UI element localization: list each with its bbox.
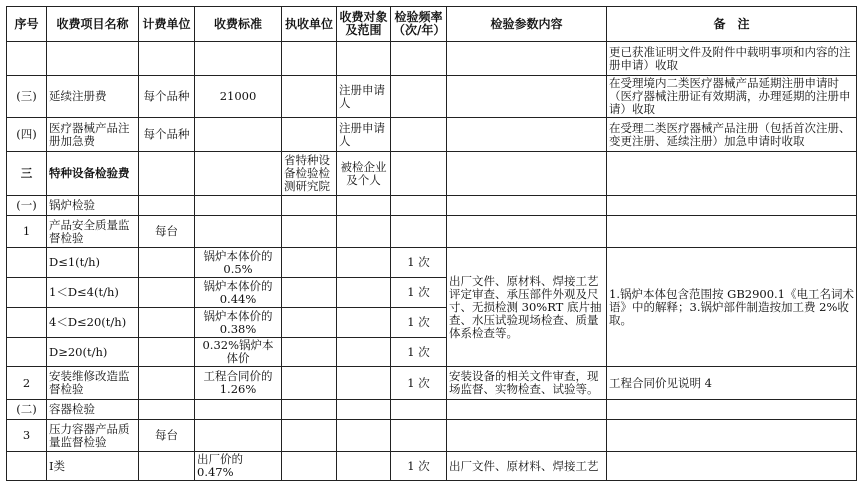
cell-standard — [195, 216, 282, 248]
cell-seq — [7, 278, 47, 308]
cell-scope — [337, 420, 391, 452]
cell-unit — [139, 452, 195, 481]
cell-item: 延续注册费 — [47, 76, 139, 118]
cell-agency — [282, 118, 337, 152]
cell-unit: 每个品种 — [139, 76, 195, 118]
cell-item: 容器检验 — [47, 400, 139, 420]
cell-seq: (二) — [7, 400, 47, 420]
cell-remark: 在受理境内二类医疗器械产品延期注册申请时（医疗器械注册证有效期满，办理延期的注册申请）收取 — [607, 76, 857, 118]
cell-params: 出厂文件、原材料、焊接工艺 — [447, 452, 607, 481]
cell-remark — [607, 452, 857, 481]
cell-seq — [7, 308, 47, 338]
cell-frequency: 1 次 — [391, 338, 447, 367]
cell-standard: 21000 — [195, 76, 282, 118]
cell-unit — [139, 42, 195, 76]
cell-agency — [282, 76, 337, 118]
cell-params: 安装设备的相关文件审查，现场监督、实物检查、试验等。 — [447, 367, 607, 400]
cell-unit: 每台 — [139, 420, 195, 452]
cell-item: 压力容器产品质量监督检验 — [47, 420, 139, 452]
cell-seq: (三) — [7, 76, 47, 118]
cell-seq: (一) — [7, 196, 47, 216]
table-row — [7, 420, 857, 452]
header-unit: 计费单位 — [139, 7, 195, 42]
cell-frequency — [391, 42, 447, 76]
cell-seq: 3 — [7, 420, 47, 452]
header-standard: 收费标准 — [195, 7, 282, 42]
cell-standard — [195, 118, 282, 152]
header-agency: 执收单位 — [282, 7, 337, 42]
header-remark: 备 注 — [607, 7, 857, 42]
cell-agency — [282, 278, 337, 308]
cell-params-boiler: 出厂文件、原材料、焊接工艺评定审查、承压部件外观及尺寸、无损检测 30%RT 底片抽查、水压试验现场检查、质量体系检查等。 — [447, 248, 607, 367]
cell-scope — [337, 248, 391, 278]
cell-remark — [607, 420, 857, 452]
cell-remark — [607, 152, 857, 196]
cell-params — [447, 216, 607, 248]
cell-seq: 三 — [7, 152, 47, 196]
cell-params — [447, 420, 607, 452]
table-row — [7, 216, 857, 248]
cell-standard: 出厂价的 0.47% — [195, 452, 282, 481]
cell-unit — [139, 338, 195, 367]
cell-remark-boiler: 1.锅炉本体包含范围按 GB2900.1《电工名词术语》中的解释；3.锅炉部件制造按加工费 2%收取。 — [607, 248, 857, 367]
cell-scope — [337, 400, 391, 420]
cell-unit — [139, 400, 195, 420]
cell-unit — [139, 152, 195, 196]
cell-item: D≤1(t/h) — [47, 248, 139, 278]
cell-item: 锅炉检验 — [47, 196, 139, 216]
cell-frequency — [391, 216, 447, 248]
fee-table — [6, 6, 857, 481]
cell-frequency: 1 次 — [391, 308, 447, 338]
cell-standard: 锅炉本体价的0.38% — [195, 308, 282, 338]
cell-scope — [337, 216, 391, 248]
cell-item: Ⅰ类 — [47, 452, 139, 481]
cell-seq: 2 — [7, 367, 47, 400]
cell-frequency: 1 次 — [391, 278, 447, 308]
cell-unit — [139, 278, 195, 308]
cell-seq: 1 — [7, 216, 47, 248]
cell-remark: 更已获准证明文件及附件中载明事项和内容的注册申请）收取 — [607, 42, 857, 76]
cell-scope: 被检企业及个人 — [337, 152, 391, 196]
cell-unit — [139, 196, 195, 216]
cell-standard: 锅炉本体价的0.5% — [195, 248, 282, 278]
table-row — [7, 76, 857, 118]
table-row — [7, 42, 857, 76]
cell-scope — [337, 42, 391, 76]
header-params: 检验参数内容 — [447, 7, 607, 42]
cell-item: D≥20(t/h) — [47, 338, 139, 367]
cell-agency — [282, 42, 337, 76]
fee-schedule-sheet — [6, 6, 856, 481]
cell-standard: 工程合同价的1.26% — [195, 367, 282, 400]
cell-agency — [282, 338, 337, 367]
cell-standard — [195, 196, 282, 216]
header-frequency — [391, 7, 447, 42]
cell-agency: 省特种设备检验检测研究院 — [282, 152, 337, 196]
cell-remark — [607, 400, 857, 420]
table-row — [7, 400, 857, 420]
cell-standard — [195, 42, 282, 76]
cell-seq — [7, 338, 47, 367]
cell-params — [447, 118, 607, 152]
cell-frequency: 1 次 — [391, 367, 447, 400]
cell-item: 产品安全质量监督检验 — [47, 216, 139, 248]
cell-agency — [282, 400, 337, 420]
cell-scope — [337, 452, 391, 481]
header-scope-line1: 收费对象 — [339, 10, 388, 24]
cell-params — [447, 152, 607, 196]
cell-item: 1＜D≤4(t/h) — [47, 278, 139, 308]
cell-standard — [195, 152, 282, 196]
cell-scope — [337, 338, 391, 367]
cell-remark: 在受理二类医疗器械产品注册（包括首次注册、变更注册、延续注册）加急申请时收取 — [607, 118, 857, 152]
cell-remark — [607, 216, 857, 248]
cell-agency — [282, 420, 337, 452]
cell-item: 特种设备检验费 — [47, 152, 139, 196]
table-row — [7, 152, 857, 196]
cell-seq — [7, 452, 47, 481]
cell-agency — [282, 196, 337, 216]
table-row — [7, 248, 857, 278]
cell-item: 安装维修改造监督检验 — [47, 367, 139, 400]
cell-frequency: 1 次 — [391, 248, 447, 278]
header-item: 收费项目名称 — [47, 7, 139, 42]
cell-scope — [337, 278, 391, 308]
header-scope-line2: 及范围 — [345, 23, 382, 37]
cell-scope — [337, 308, 391, 338]
cell-params — [447, 196, 607, 216]
cell-scope — [337, 367, 391, 400]
cell-seq — [7, 248, 47, 278]
cell-frequency: 1 次 — [391, 452, 447, 481]
cell-unit — [139, 248, 195, 278]
table-row — [7, 118, 857, 152]
cell-remark — [607, 196, 857, 216]
cell-frequency — [391, 400, 447, 420]
cell-agency — [282, 308, 337, 338]
cell-item: 医疗器械产品注册加急费 — [47, 118, 139, 152]
cell-unit: 每个品种 — [139, 118, 195, 152]
cell-frequency — [391, 196, 447, 216]
header-frequency-line2: （次/年） — [393, 23, 446, 37]
cell-unit — [139, 308, 195, 338]
cell-standard — [195, 400, 282, 420]
cell-unit — [139, 367, 195, 400]
cell-params — [447, 400, 607, 420]
cell-scope — [337, 196, 391, 216]
table-row — [7, 196, 857, 216]
cell-standard — [195, 420, 282, 452]
cell-seq — [7, 42, 47, 76]
cell-frequency — [391, 76, 447, 118]
cell-params — [447, 42, 607, 76]
cell-seq: (四) — [7, 118, 47, 152]
cell-scope: 注册申请人 — [337, 118, 391, 152]
cell-item — [47, 42, 139, 76]
cell-agency — [282, 367, 337, 400]
cell-standard: 锅炉本体价的0.44% — [195, 278, 282, 308]
cell-agency — [282, 452, 337, 481]
header-frequency-line1: 检验频率 — [394, 10, 443, 24]
cell-frequency — [391, 118, 447, 152]
table-row — [7, 367, 857, 400]
header-row — [7, 7, 857, 42]
cell-frequency — [391, 152, 447, 196]
cell-scope: 注册申请人 — [337, 76, 391, 118]
cell-unit: 每台 — [139, 216, 195, 248]
table-row — [7, 452, 857, 481]
header-scope — [337, 7, 391, 42]
cell-params — [447, 76, 607, 118]
cell-frequency — [391, 420, 447, 452]
cell-agency — [282, 216, 337, 248]
cell-standard: 0.32%锅炉本体价 — [195, 338, 282, 367]
cell-remark: 工程合同价见说明 4 — [607, 367, 857, 400]
cell-item: 4＜D≤20(t/h) — [47, 308, 139, 338]
header-seq: 序号 — [7, 7, 47, 42]
cell-agency — [282, 248, 337, 278]
